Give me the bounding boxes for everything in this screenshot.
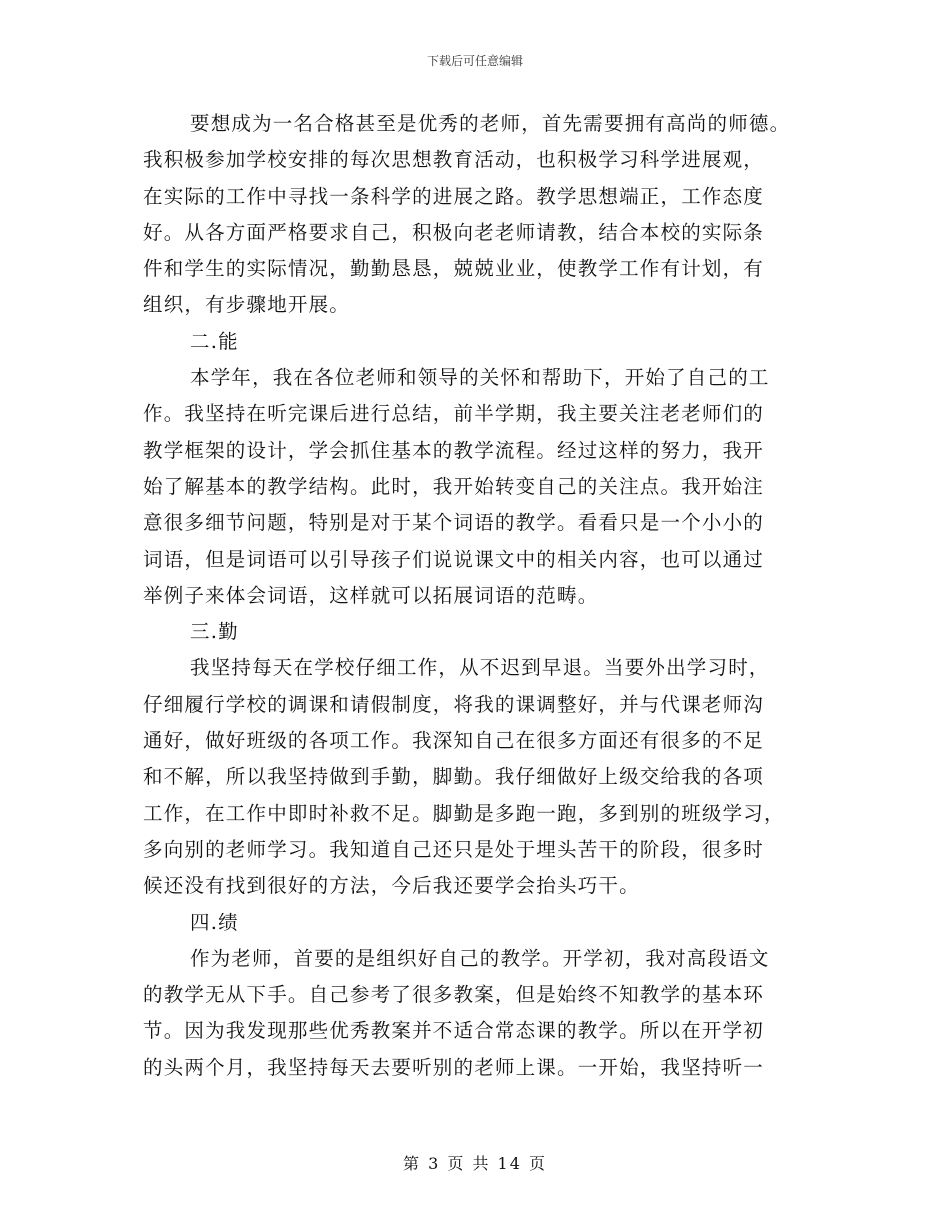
body-line: 作。我坚持在听完课后进行总结，前半学期，我主要关注老老师们的 bbox=[143, 402, 765, 426]
body-line: 组织，有步骤地开展。 bbox=[143, 293, 351, 317]
body-line: 四.绩 bbox=[190, 910, 239, 934]
page-header: 下载后可任意编辑 bbox=[426, 54, 523, 68]
document-body bbox=[143, 106, 808, 1086]
body-line: 教学框架的设计，学会抓住基本的教学流程。经过这样的努力，我开 bbox=[143, 438, 765, 462]
body-line: 的教学无从下手。自己参考了很多教案，但是始终不知教学的基本环 bbox=[143, 983, 765, 1007]
body-line: 候还没有找到很好的方法，今后我还要学会抬头巧干。 bbox=[143, 874, 640, 898]
page-number-footer: 第 3 页 共 14 页 bbox=[403, 1154, 547, 1173]
body-line: 好。从各方面严格要求自己，积极向老老师请教，结合本校的实际条 bbox=[143, 220, 765, 244]
body-line: 作为老师，首要的是组织好自己的教学。开学初，我对高段语文 bbox=[190, 946, 770, 970]
body-line: 我坚持每天在学校仔细工作，从不迟到早退。当要外出学习时， bbox=[190, 656, 770, 680]
body-line: 三.勤 bbox=[190, 620, 239, 644]
body-line: 工作，在工作中即时补救不足。脚勤是多跑一跑，多到别的班级学习， bbox=[143, 801, 785, 825]
body-line: 本学年，我在各位老师和领导的关怀和帮助下，开始了自己的工 bbox=[190, 366, 770, 390]
body-line: 我积极参加学校安排的每次思想教育活动，也积极学习科学进展观， bbox=[143, 148, 765, 172]
body-line: 要想成为一名合格甚至是优秀的老师，首先需要拥有高尚的师德。 bbox=[190, 112, 791, 135]
body-line: 多向别的老师学习。我知道自己还只是处于埋头苦干的阶段，很多时 bbox=[143, 837, 765, 861]
body-line: 二.能 bbox=[190, 329, 239, 353]
body-line: 节。因为我发现那些优秀教案并不适合常态课的教学。所以在开学初 bbox=[143, 1019, 765, 1043]
body-line: 的头两个月，我坚持每天去要听别的老师上课。一开始，我坚持听一 bbox=[143, 1055, 765, 1079]
body-line: 始了解基本的教学结构。此时，我开始转变自己的关注点。我开始注 bbox=[143, 474, 765, 498]
body-line: 意很多细节问题，特别是对于某个词语的教学。看看只是一个小小的 bbox=[143, 511, 765, 535]
body-line: 在实际的工作中寻找一条科学的进展之路。教学思想端正，工作态度 bbox=[143, 184, 765, 208]
body-line: 通好，做好班级的各项工作。我深知自己在很多方面还有很多的不足 bbox=[143, 729, 765, 753]
body-line: 仔细履行学校的调课和请假制度，将我的课调整好，并与代课老师沟 bbox=[143, 692, 765, 716]
body-line: 词语，但是词语可以引导孩子们说说课文中的相关内容，也可以通过 bbox=[143, 547, 765, 571]
body-line: 件和学生的实际情况，勤勤恳恳，兢兢业业，使教学工作有计划，有 bbox=[143, 257, 765, 281]
body-line: 举例子来体会词语，这样就可以拓展词语的范畴。 bbox=[143, 583, 599, 607]
body-line: 和不解，所以我坚持做到手勤，脚勤。我仔细做好上级交给我的各项 bbox=[143, 765, 765, 789]
